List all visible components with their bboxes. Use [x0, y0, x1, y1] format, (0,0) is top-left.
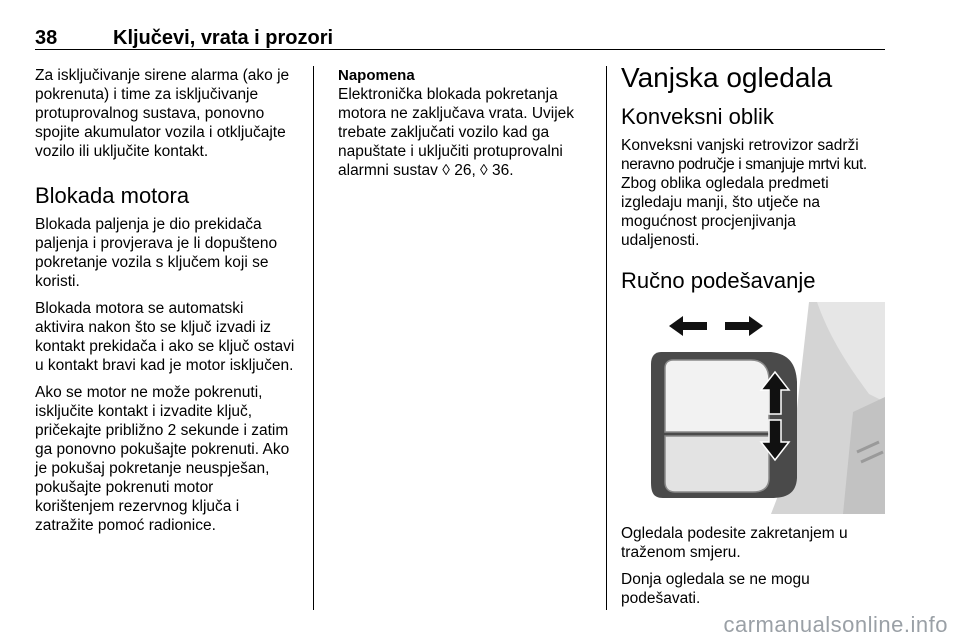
text-line: Za isključivanje sirene alarma (ako je	[35, 67, 290, 84]
text-line: traženom smjeru.	[621, 544, 741, 561]
paragraph	[621, 570, 891, 608]
text-line: Zbog oblika ogledala predmeti	[621, 175, 829, 192]
lower-mirror-glass	[665, 436, 769, 492]
note-title: Napomena	[338, 67, 415, 84]
text-line: vozilo ili uključite kontakt.	[35, 143, 209, 160]
text-line: trebate zaključati vozilo kad ga	[338, 124, 550, 141]
subheading-manual-adjust: Ručno podešavanje	[621, 268, 816, 293]
text-line: pokrenuta) i time za isključivanje	[35, 86, 259, 103]
upper-mirror-glass	[665, 360, 769, 432]
text-line: Blokada paljenja je dio prekidača	[35, 216, 262, 233]
text-line: kontakt prekidača i ako se ključ ostavi	[35, 338, 295, 355]
cross-reference-line: alarmni sustav ◊ 26, ◊ 36.	[338, 162, 514, 179]
page-number: 38	[35, 27, 58, 49]
column-1	[35, 66, 303, 543]
text-line: Ogledala podesite zakretanjem u	[621, 525, 848, 542]
paragraph	[35, 383, 303, 535]
text-line: je pokušaj pokretanje neuspješan,	[35, 460, 270, 477]
text-line: Ako se motor ne može pokrenuti,	[35, 384, 263, 401]
watermark: carmanualsonline.info	[723, 612, 948, 637]
column-3	[621, 62, 891, 616]
text-line: Konveksni vanjski retrovizor sadrži	[621, 137, 859, 154]
intro-paragraph	[35, 66, 303, 161]
text-line: ga ponovno pokušajte pokrenuti. Ako	[35, 441, 290, 458]
text-line: izgledaju manji, što utječe na	[621, 194, 821, 211]
text-line: aktivira nakon što se ključ izvadi iz	[35, 319, 272, 336]
text-line: paljenja i provjerava je li dopušteno	[35, 235, 278, 252]
text-line: mogućnost procjenjivanja	[621, 213, 796, 230]
note-paragraph	[338, 85, 596, 180]
text-line: u kontakt bravi kad je motor isključen.	[35, 357, 294, 374]
text-line: napuštate i uključiti protuprovalni	[338, 143, 563, 160]
page-header	[35, 27, 885, 50]
paragraph	[35, 299, 303, 375]
text-line: podešavati.	[621, 590, 701, 607]
text-line: Blokada motora se automatski	[35, 300, 244, 317]
column-2	[338, 66, 596, 188]
section-heading: Blokada motora	[35, 183, 190, 208]
chapter-title: Ključevi, vrata i prozori	[113, 27, 334, 49]
text-line: zatražite pomoć radionice.	[35, 517, 216, 534]
text-line: spojite akumulator vozila i otključajte	[35, 124, 286, 141]
column-divider	[606, 66, 607, 610]
text-line: udaljenosti.	[621, 232, 700, 249]
text-line: pokušajte pokrenuti motor	[35, 479, 214, 496]
mirror-illustration	[621, 302, 885, 514]
text-line: isključite kontakt i izvadite ključ,	[35, 403, 253, 420]
column-divider	[313, 66, 314, 610]
figure-caption	[621, 524, 891, 562]
text-line: neravno područje i smanjuje mrtvi kut.	[621, 156, 867, 173]
section-title: Vanjska ogledala	[621, 62, 833, 93]
text-line: motora ne zaključava vrata. Uvijek	[338, 105, 575, 122]
mirror-diagram	[621, 302, 885, 514]
paragraph	[35, 215, 303, 291]
text-line: protuprovalnog sustava, ponovno	[35, 105, 265, 122]
text-line: koristi.	[35, 273, 80, 290]
text-line: pokretanje vozila s ključem koji se	[35, 254, 269, 271]
subheading-convex: Konveksni oblik	[621, 104, 774, 129]
text-line: Elektronička blokada pokretanja	[338, 86, 558, 103]
text-line: Donja ogledala se ne mogu	[621, 571, 810, 588]
text-line: pričekajte približno 2 sekunde i zatim	[35, 422, 289, 439]
paragraph	[621, 136, 891, 250]
text-line: korištenjem rezervnog ključa i	[35, 498, 240, 515]
